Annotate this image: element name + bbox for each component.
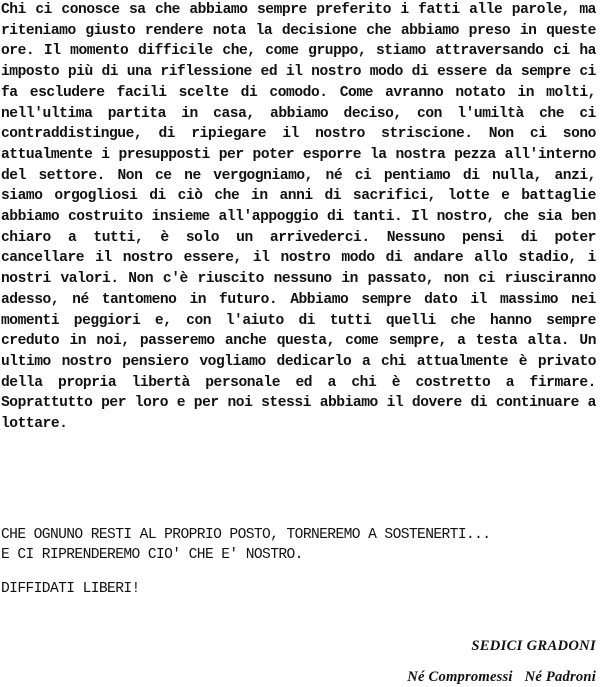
statement-body: Chi ci conosce sa che abbiamo sempre preferito i fatti alle parole, ma riteniamo giusto rendere nota la decisione che abbiamo preso in queste ore. Il momento difficile che, come gruppo, stiamo attraversando ci ha imposto più di una riflessione ed il nostro modo di essere da sempre ci fa escludere facili scelte di comodo. Come avranno notato in molti, nell'ultima partita in casa, abbiamo deciso, con l'umiltà che ci contraddistingue, di ripiegare il nostro striscione. Non ci sono attualmente i presupposti per poter esporre la nostra pezza all'interno del settore. Non ce ne vergogniamo, né ci pentiamo di nulla, anzi, siamo orgogliosi di ciò che in anni di sacrifici, lotte e battaglie abbiamo costruito insieme all'appoggio di tanti. Il nostro, che sia ben chiaro a tutti, è solo un arrivederci. Nessuno pensi di poter cancellare il nostro essere, il nostro modo di andare allo stadio, i nostri valori. Non c'è riuscito nessuno in passato, non ci riusciranno adesso, né tantomeno in futuro. Abbiamo sempre dato il massimo nei momenti peggiori e, con l'aiuto di tutti quelli che hanno sempre creduto in noi, passeremo anche questa, come sempre, a testa alta. Un ultimo nostro pensiero vogliamo dedicarlo a chi attualmente è privato della propria libertà personale ed a chi è costretto a firmare. Soprattutto per loro e per noi stessi abbiamo il dovere di continuare a lottare.: [1, 2, 596, 433]
signature-motto: [407, 667, 596, 687]
signature-group-name: SEDICI GRADONI: [471, 638, 596, 654]
slogan: DIFFIDATI LIBERI!: [1, 581, 140, 597]
motto-left: Né Compromessi: [407, 669, 513, 685]
closing-line-2: E CI RIPRENDEREMO CIO' CHE E' NOSTRO.: [1, 547, 303, 563]
motto-right: Né Padroni: [524, 669, 596, 685]
closing-line-1: CHE OGNUNO RESTI AL PROPRIO POSTO, TORNEREMO A SOSTENERTI...: [1, 527, 491, 543]
